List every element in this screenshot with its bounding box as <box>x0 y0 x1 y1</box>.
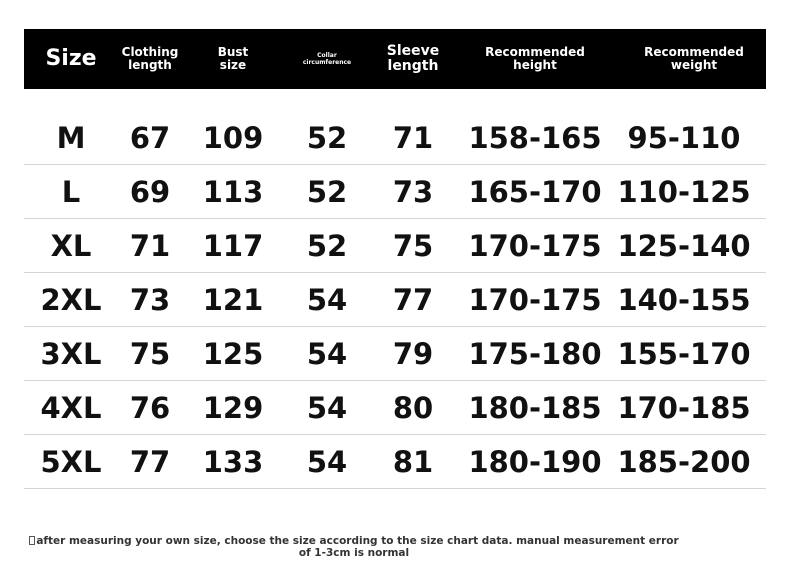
header-recommended-weight: Recommended weight <box>644 45 744 72</box>
bust-cell: 113 <box>202 174 264 209</box>
missing-glyph-icon <box>29 536 35 545</box>
sleeve-cell: 79 <box>392 336 434 371</box>
collar-cell: 52 <box>306 174 348 209</box>
size-cell: 4XL <box>40 390 102 425</box>
weight-cell: 95-110 <box>627 120 741 155</box>
table-row <box>24 381 766 435</box>
table-row <box>24 327 766 381</box>
size-cell: 3XL <box>40 336 102 371</box>
height-cell: 175-180 <box>468 336 602 371</box>
height-cell: 158-165 <box>468 120 602 155</box>
table-row <box>24 435 766 489</box>
collar-cell: 54 <box>306 444 348 479</box>
height-cell: 170-175 <box>468 228 602 263</box>
sleeve-cell: 81 <box>392 444 434 479</box>
table-row <box>24 219 766 273</box>
size-cell: XL <box>50 228 92 263</box>
clothing-length-cell: 69 <box>129 174 171 209</box>
height-cell: 180-190 <box>468 444 602 479</box>
weight-cell: 125-140 <box>617 228 751 263</box>
bust-cell: 129 <box>202 390 264 425</box>
weight-cell: 110-125 <box>617 174 751 209</box>
clothing-length-cell: 75 <box>129 336 171 371</box>
sleeve-cell: 73 <box>392 174 434 209</box>
weight-cell: 170-185 <box>617 390 751 425</box>
bust-cell: 121 <box>202 282 264 317</box>
header-sleeve-length: Sleeve length <box>386 43 440 74</box>
size-cell: L <box>61 174 81 209</box>
clothing-length-cell: 67 <box>129 120 171 155</box>
clothing-length-cell: 76 <box>129 390 171 425</box>
measurement-note <box>24 535 684 559</box>
bust-cell: 125 <box>202 336 264 371</box>
collar-cell: 52 <box>306 228 348 263</box>
collar-cell: 54 <box>306 282 348 317</box>
sleeve-cell: 75 <box>392 228 434 263</box>
header-bust-size: Bust size <box>217 45 249 72</box>
weight-cell: 155-170 <box>617 336 751 371</box>
size-chart-table <box>24 29 766 489</box>
height-cell: 165-170 <box>468 174 602 209</box>
collar-cell: 54 <box>306 390 348 425</box>
bust-cell: 133 <box>202 444 264 479</box>
table-header <box>24 29 766 89</box>
sleeve-cell: 71 <box>392 120 434 155</box>
sleeve-cell: 80 <box>392 390 434 425</box>
size-cell: M <box>56 120 86 155</box>
weight-cell: 140-155 <box>617 282 751 317</box>
height-cell: 170-175 <box>468 282 602 317</box>
sleeve-cell: 77 <box>392 282 434 317</box>
weight-cell: 185-200 <box>617 444 751 479</box>
size-cell: 5XL <box>40 444 102 479</box>
bust-cell: 117 <box>202 228 264 263</box>
header-recommended-height: Recommended height <box>485 45 585 72</box>
table-row <box>24 111 766 165</box>
table-row <box>24 165 766 219</box>
collar-cell: 54 <box>306 336 348 371</box>
size-cell: 2XL <box>40 282 102 317</box>
clothing-length-cell: 73 <box>129 282 171 317</box>
clothing-length-cell: 71 <box>129 228 171 263</box>
measurement-note-text: after measuring your own size, choose the size according to the size chart data. manual measurement error of 1-3cm is normal <box>36 535 679 560</box>
table-row <box>24 273 766 327</box>
header-collar-circumference: Collar circumference <box>302 51 352 66</box>
table-body <box>24 111 766 489</box>
header-size: Size <box>45 46 97 72</box>
bust-cell: 109 <box>202 120 264 155</box>
collar-cell: 52 <box>306 120 348 155</box>
clothing-length-cell: 77 <box>129 444 171 479</box>
header-clothing-length: Clothing length <box>121 45 179 72</box>
height-cell: 180-185 <box>468 390 602 425</box>
